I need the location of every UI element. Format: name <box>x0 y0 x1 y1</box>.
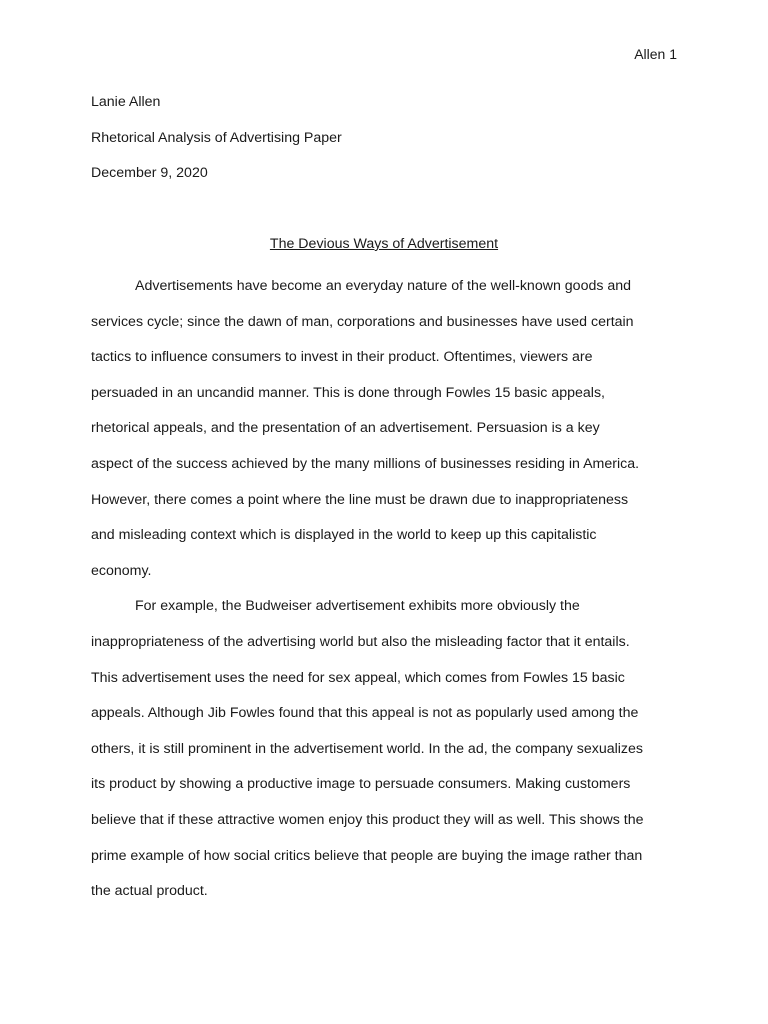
heading-block <box>91 92 681 199</box>
paragraph-line: the actual product. <box>91 883 208 900</box>
paragraph-line: economy. <box>91 562 152 579</box>
course-title: Rhetorical Analysis of Advertising Paper <box>91 129 342 146</box>
paper-date: December 9, 2020 <box>91 165 208 181</box>
paragraph-line: aspect of the success achieved by the many millions of businesses residing in America. <box>91 455 640 472</box>
paragraph-line: and misleading context which is displayed in the world to keep up this capitalistic <box>91 527 597 544</box>
paragraph-line: inappropriateness of the advertising world but also the misleading factor that it entails. <box>91 633 630 650</box>
paragraph-line: appeals. Although Jib Fowles found that this appeal is not as popularly used among the <box>91 705 639 722</box>
paragraph-line: its product by showing a productive image to persuade consumers. Making customers <box>91 776 631 793</box>
paragraph-line: This advertisement uses the need for sex appeal, which comes from Fowles 15 basic <box>91 669 625 686</box>
paragraph-1 <box>91 269 679 589</box>
paragraph-line: others, it is still prominent in the advertisement world. In the ad, the company sexualizes <box>91 740 644 757</box>
author-name: Lanie Allen <box>91 94 161 110</box>
body-text <box>91 269 679 910</box>
page-number-header: Allen 1 <box>634 46 677 62</box>
paragraph-2 <box>91 589 679 909</box>
paragraph-line: prime example of how social critics believe that people are buying the image rather than <box>91 847 643 864</box>
paragraph-line: rhetorical appeals, and the presentation of an advertisement. Persuasion is a key <box>91 420 600 437</box>
paper-title-text: The Devious Ways of Advertisement <box>269 236 499 252</box>
paragraph-line: However, there comes a point where the line must be drawn due to inappropriateness <box>91 491 629 508</box>
paragraph-line: believe that if these attractive women enjoy this product they will as well. This shows the <box>91 811 644 828</box>
paper-title <box>91 234 677 254</box>
paragraph-line: Advertisements have become an everyday nature of the well-known goods and <box>135 278 632 294</box>
paragraph-line: persuaded in an uncandid manner. This is done through Fowles 15 basic appeals, <box>91 384 605 401</box>
paragraph-line: For example, the Budweiser advertisement exhibits more obviously the <box>135 598 580 615</box>
paragraph-line: tactics to influence consumers to invest in their product. Oftentimes, viewers are <box>91 349 593 366</box>
paragraph-line: services cycle; since the dawn of man, corporations and businesses have used certain <box>91 313 634 330</box>
